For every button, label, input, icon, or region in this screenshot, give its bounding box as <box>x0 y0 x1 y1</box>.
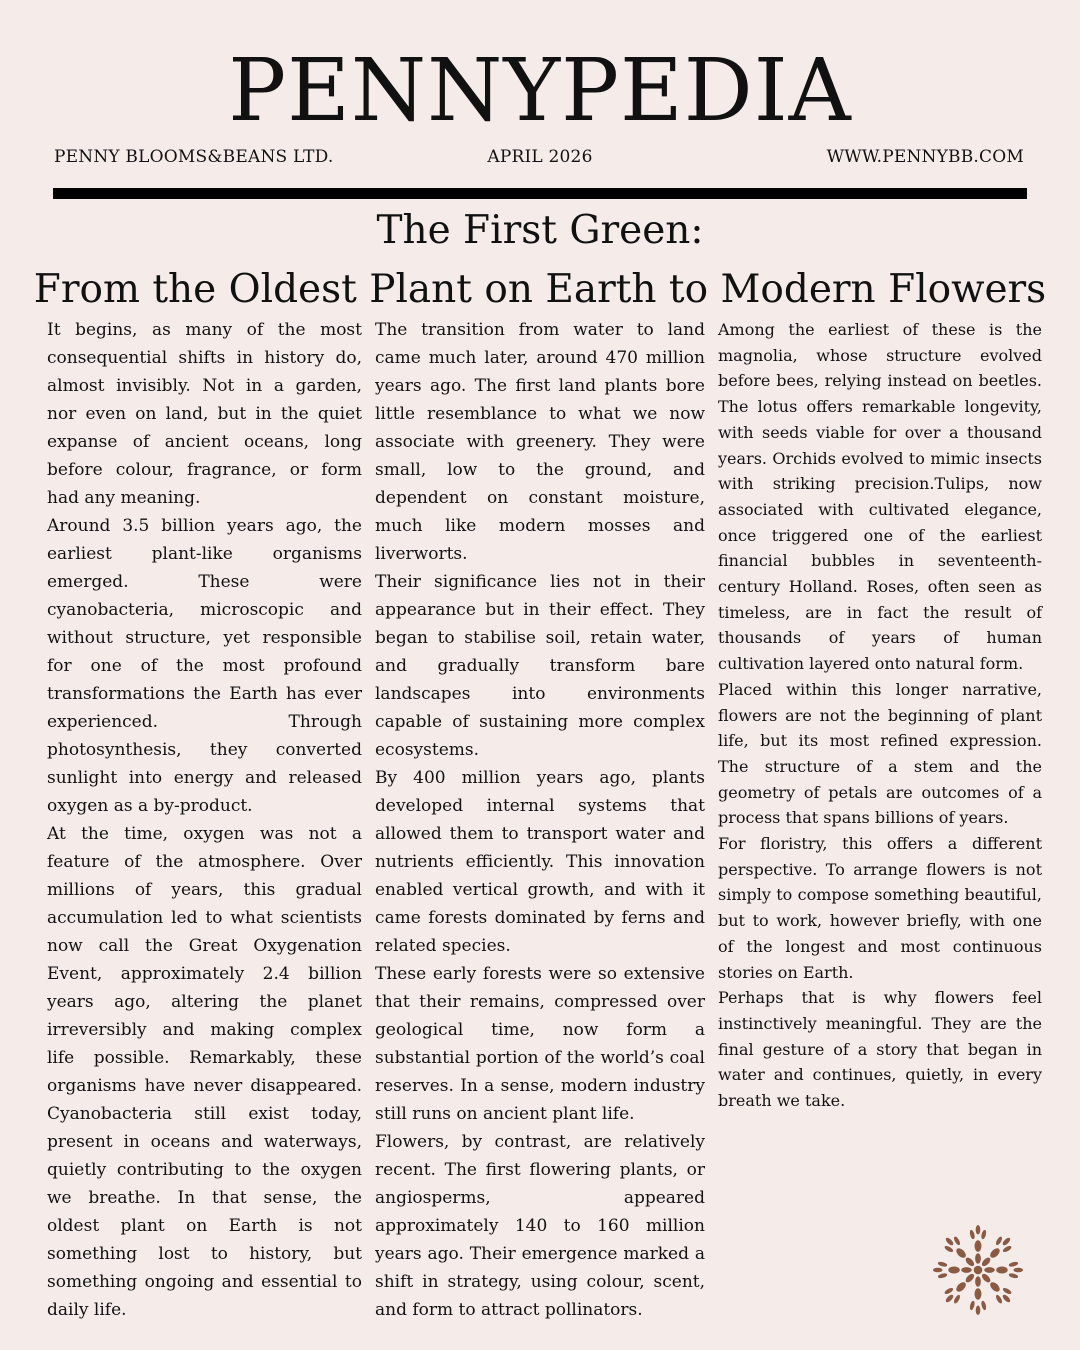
paragraph: Perhaps that is why flowers feel instinctively meaningful. They are the final gesture of a story that began in water and continues, quietly, in every breath we take. <box>718 988 1042 1111</box>
paragraph: For floristry, this offers a different perspective. To arrange flowers is not simply to compose something beautiful, but to work, however briefly, with one of the longest and most continuous stories on Earth. <box>718 834 1042 982</box>
paragraph: By 400 million years ago, plants developed internal systems that allowed them to transport water and nutrients efficiently. This innovation enabled vertical growth, and with it came forests dominated by ferns and related species. <box>375 768 705 956</box>
company-name: PENNY BLOOMS&BEANS LTD. <box>54 147 334 167</box>
masthead: PENNYPEDIA <box>228 41 852 141</box>
paragraph: Flowers, by contrast, are relatively recent. The first flowering plants, or angiosperms, appeared approximately 140 to 160 million years ago. Their emergence marked a shift in strategy, using colour, scent, and form to attract pollinators. <box>375 1132 705 1320</box>
paragraph: These early forests were so extensive that their remains, compressed over geological time, now form a substantial portion of the world’s coal reserves. In a sense, modern industry still runs on ancient plant life. <box>375 964 705 1124</box>
paragraph: Placed within this longer narrative, flowers are not the beginning of plant life, but its most refined expression. The structure of a stem and the geometry of petals are outcomes of a process that spans billions of years. <box>718 679 1042 828</box>
article-column-3 <box>718 317 1042 1114</box>
paragraph: Their significance lies not in their appearance but in their effect. They began to stabilise soil, retain water, and gradually transform bare landscapes into environments capable of sustaining more complex ecosystems. <box>375 572 705 760</box>
issue-date: APRIL 2026 <box>487 147 593 167</box>
flower-ornament-icon <box>930 1224 1026 1316</box>
paragraph: It begins, as many of the most consequential shifts in history do, almost invisibly. Not in a garden, nor even on land, but in the quiet expanse of ancient oceans, long before colour, fragrance, or form had any meaning. <box>47 320 362 508</box>
paragraph: The transition from water to land came much later, around 470 million years ago. The first land plants bore little resemblance to what we now associate with greenery. They were small, low to the ground, and dependent on constant moisture, much like modern mosses and liverworts. <box>375 320 705 564</box>
paragraph: Around 3.5 billion years ago, the earliest plant-like organisms emerged. These were cyanobacteria, microscopic and without structure, yet responsible for one of the most profound transformations the Earth has ever experienced. Through photosynthesis, they converted sunlight into energy and released oxygen as a by-product. <box>47 516 362 816</box>
header-divider <box>53 188 1027 199</box>
article-column-1 <box>47 316 362 1324</box>
headline-line-1: The First Green: <box>376 208 704 253</box>
paragraph: At the time, oxygen was not a feature of the atmosphere. Over millions of years, this gradual accumulation led to what scientists now call the Great Oxygenation Event, approximately 2.4 billion years ago, altering the planet irreversibly and making complex life possible. Remarkably, these organisms have never disappeared. Cyanobacteria still exist today, present in oceans and waterways, quietly contributing to the oxygen we breathe. In that sense, the oldest plant on Earth is not something lost to history, but something ongoing and essential to daily life. <box>47 824 362 1320</box>
article-column-2 <box>375 316 705 1324</box>
headline-line-2: From the Oldest Plant on Earth to Modern Flowers <box>33 267 1047 312</box>
paragraph: Among the earliest of these is the magnolia, whose structure evolved before bees, relying instead on beetles. The lotus offers remarkable longevity, with seeds viable for over a thousand years. Orchids evolved to mimic insects with striking precision.Tulips, now associated with cultivated elegance, once triggered one of the earliest financial bubbles in seventeenth-century Holland. Roses, often seen as timeless, are in fact the result of thousands of years of human cultivation layered onto natural form. <box>718 320 1042 674</box>
website-link[interactable]: WWW.PENNYBB.COM <box>826 147 1024 167</box>
